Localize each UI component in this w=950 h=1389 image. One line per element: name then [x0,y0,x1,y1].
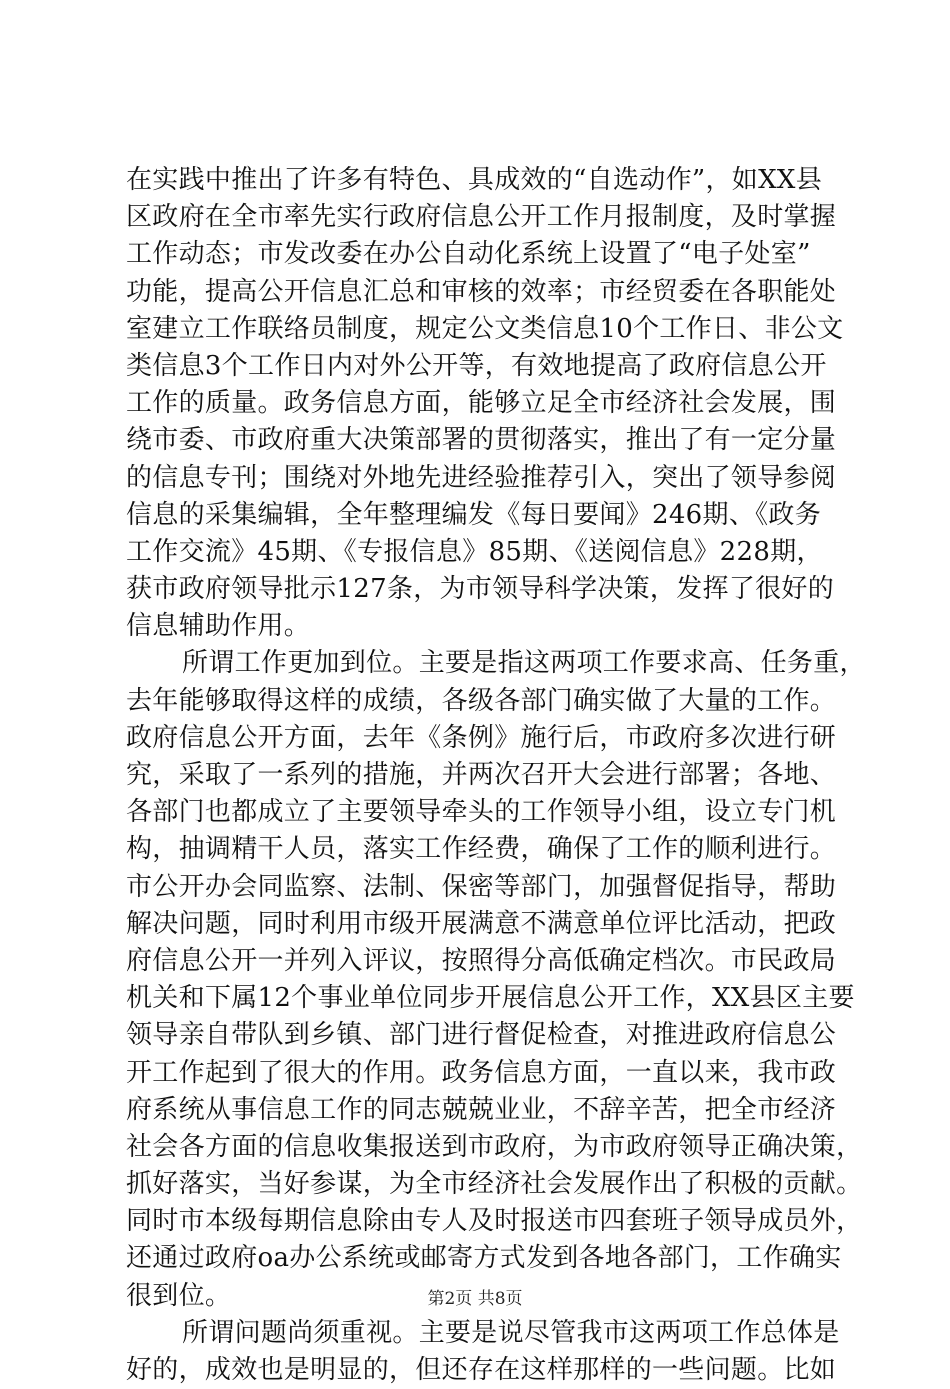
text-line: 室建立工作联络员制度，规定公文类信息10个工作日、非公文 [126,313,844,344]
text-line: 社会各方面的信息收集报送到市政府，为市政府领导正确决策， [126,1131,863,1162]
text-line: 领导亲自带队到乡镇、部门进行督促检查，对推进政府信息公 [126,1020,837,1051]
text-line: 很到位。 [126,1280,232,1311]
text-line: 好的，成效也是明显的，但还存在这样那样的一些问题。比如 [126,1355,837,1385]
text-line: 工作动态；市发改委在办公自动化系统上设置了“电子处室” [126,239,811,270]
text-line: 政府信息公开方面，去年《条例》施行后，市政府多次进行研 [126,722,837,753]
text-line: 去年能够取得这样的成绩，各级各部门确实做了大量的工作。 [126,685,837,716]
paragraph-start-line: 所谓问题尚须重视。主要是说尽管我市这两项工作总体是 [182,1317,840,1348]
page-footer: 第2页 共8页 [427,1289,523,1309]
text-line: 市公开办会同监察、法制、保密等部门，加强督促指导，帮助 [126,871,837,902]
text-line: 解决问题，同时利用市级开展满意不满意单位评比活动，把政 [126,908,837,939]
text-line: 究，采取了一系列的措施，并两次召开大会进行部署；各地、 [126,760,837,790]
text-line: 各部门也都成立了主要领导牵头的工作领导小组，设立专门机 [126,797,837,828]
paragraph-start-line: 所谓工作更加到位。主要是指这两项工作要求高、任务重， [182,648,866,679]
text-line: 工作的质量。政务信息方面，能够立足全市经济社会发展，围 [126,388,837,419]
text-line: 的信息专刊；围绕对外地先进经验推荐引入，突出了领导参阅 [126,462,837,493]
text-line: 信息的采集编辑，全年整理编发《每日要闻》246期、《政务 [126,499,822,530]
text-line: 还通过政府oa办公系统或邮寄方式发到各地各部门，工作确实 [126,1243,842,1274]
text-line: 机关和下属12个事业单位同步开展信息公开工作，XX县区主要 [126,983,855,1014]
text-line: 开工作起到了很大的作用。政务信息方面，一直以来，我市政 [126,1057,837,1088]
text-line: 获市政府领导批示127条，为市领导科学决策，发挥了很好的 [126,574,835,605]
text-line: 信息辅助作用。 [126,611,311,642]
text-line: 区政府在全市率先实行政府信息公开工作月报制度，及时掌握 [126,202,837,233]
text-line: 工作交流》45期、《专报信息》85期、《送阅信息》228期， [126,536,823,567]
text-line: 构，抽调精干人员，落实工作经费，确保了工作的顺利进行。 [126,834,837,865]
text-line: 绕市委、市政府重大决策部署的贯彻落实，推出了有一定分量 [126,425,837,456]
text-line: 同时市本级每期信息除由专人及时报送市四套班子领导成员外， [126,1206,863,1237]
text-line: 功能，提高公开信息汇总和审核的效率；市经贸委在各职能处 [126,276,837,307]
text-line: 府信息公开一并列入评议，按照得分高低确定档次。市民政局 [126,945,837,976]
text-line: 府系统从事信息工作的同志兢兢业业，不辞辛苦，把全市经济 [126,1094,837,1125]
text-line: 抓好落实，当好参谋，为全市经济社会发展作出了积极的贡献。 [126,1169,863,1200]
text-line: 类信息3个工作日内对外公开等，有效地提高了政府信息公开 [126,350,827,381]
text-line: 在实践中推出了许多有特色、具成效的“自选动作”，如XX县 [126,165,823,195]
document-body [126,162,866,1389]
